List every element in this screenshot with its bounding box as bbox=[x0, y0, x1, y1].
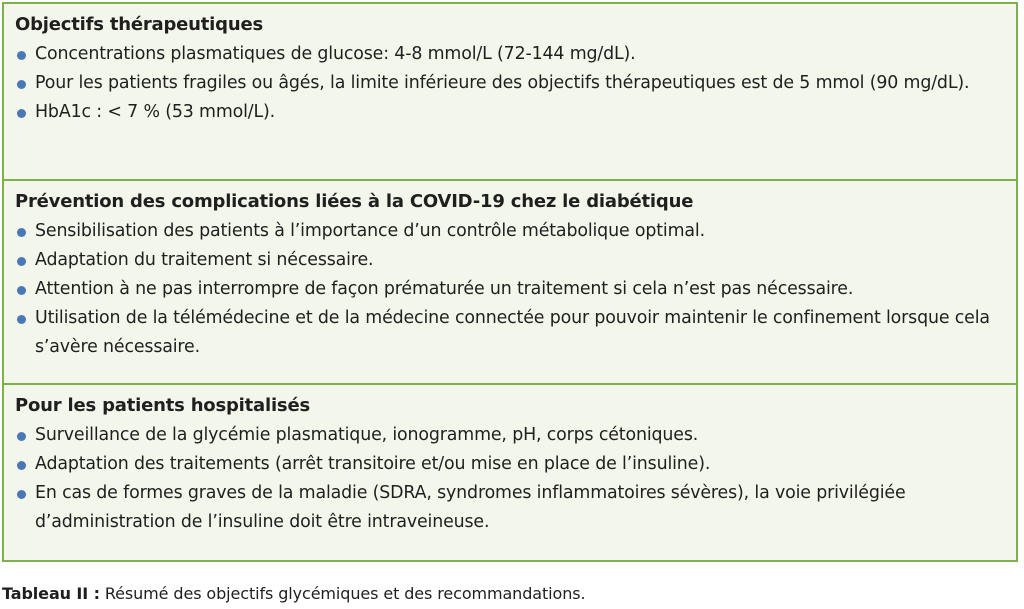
list-item bbox=[13, 304, 1006, 362]
list-item-text: Attention à ne pas interrompre de façon prématurée un traitement si cela n’est pas nécessaire. bbox=[35, 279, 854, 299]
list-item bbox=[13, 40, 1006, 69]
list-item bbox=[13, 98, 1006, 127]
section-title: Objectifs thérapeutiques bbox=[15, 14, 263, 35]
list-item bbox=[13, 246, 1006, 275]
section-title: Prévention des complications liées à la COVID-19 chez le diabétique bbox=[15, 191, 694, 212]
bullet-dot-icon bbox=[17, 51, 26, 60]
list-item-text: En cas de formes graves de la maladie (SDRA, syndromes inflammatoires sévères), la voie privilégiée d’administration de l’insuline doit être intraveineuse. bbox=[35, 483, 906, 532]
list-item bbox=[13, 421, 1006, 450]
bullet-dot-icon bbox=[17, 257, 26, 266]
list-item-text: HbA1c : < 7 % (53 mmol/L). bbox=[35, 102, 276, 122]
list-item bbox=[13, 69, 1006, 98]
bullet-dot-icon bbox=[17, 286, 26, 295]
bullet-list bbox=[13, 40, 1006, 127]
caption-label: Tableau II : bbox=[2, 584, 100, 603]
list-item-text: Sensibilisation des patients à l’importance d’un contrôle métabolique optimal. bbox=[35, 221, 705, 241]
summary-table bbox=[2, 2, 1018, 562]
section-therapeutic-goals bbox=[4, 4, 1016, 179]
bullet-list bbox=[13, 421, 1006, 537]
caption-text: Résumé des objectifs glycémiques et des recommandations. bbox=[99, 584, 586, 603]
bullet-dot-icon bbox=[17, 315, 26, 324]
bullet-list bbox=[13, 217, 1006, 362]
list-item-text: Concentrations plasmatiques de glucose: 4-8 mmol/L (72-144 mg/dL). bbox=[35, 44, 636, 64]
list-item bbox=[13, 217, 1006, 246]
bullet-dot-icon bbox=[17, 461, 26, 470]
section-hospitalized-patients bbox=[4, 383, 1016, 560]
section-title: Pour les patients hospitalisés bbox=[15, 395, 310, 416]
list-item-text: Pour les patients fragiles ou âgés, la limite inférieure des objectifs thérapeutiques est de 5 mmol (90 mg/dL). bbox=[35, 73, 970, 93]
bullet-dot-icon bbox=[17, 109, 26, 118]
list-item-text: Adaptation des traitements (arrêt transitoire et/ou mise en place de l’insuline). bbox=[35, 454, 711, 474]
section-covid-prevention bbox=[4, 179, 1016, 383]
list-item bbox=[13, 275, 1006, 304]
bullet-dot-icon bbox=[17, 490, 26, 499]
list-item-text: Surveillance de la glycémie plasmatique, ionogramme, pH, corps cétoniques. bbox=[35, 425, 699, 445]
table-caption bbox=[2, 584, 585, 604]
list-item bbox=[13, 450, 1006, 479]
list-item-text: Utilisation de la télémédecine et de la médecine connectée pour pouvoir maintenir le confinement lorsque cela s’avère nécessaire. bbox=[35, 308, 990, 357]
bullet-dot-icon bbox=[17, 80, 26, 89]
list-item-text: Adaptation du traitement si nécessaire. bbox=[35, 250, 374, 270]
bullet-dot-icon bbox=[17, 432, 26, 441]
bullet-dot-icon bbox=[17, 228, 26, 237]
list-item bbox=[13, 479, 1006, 537]
